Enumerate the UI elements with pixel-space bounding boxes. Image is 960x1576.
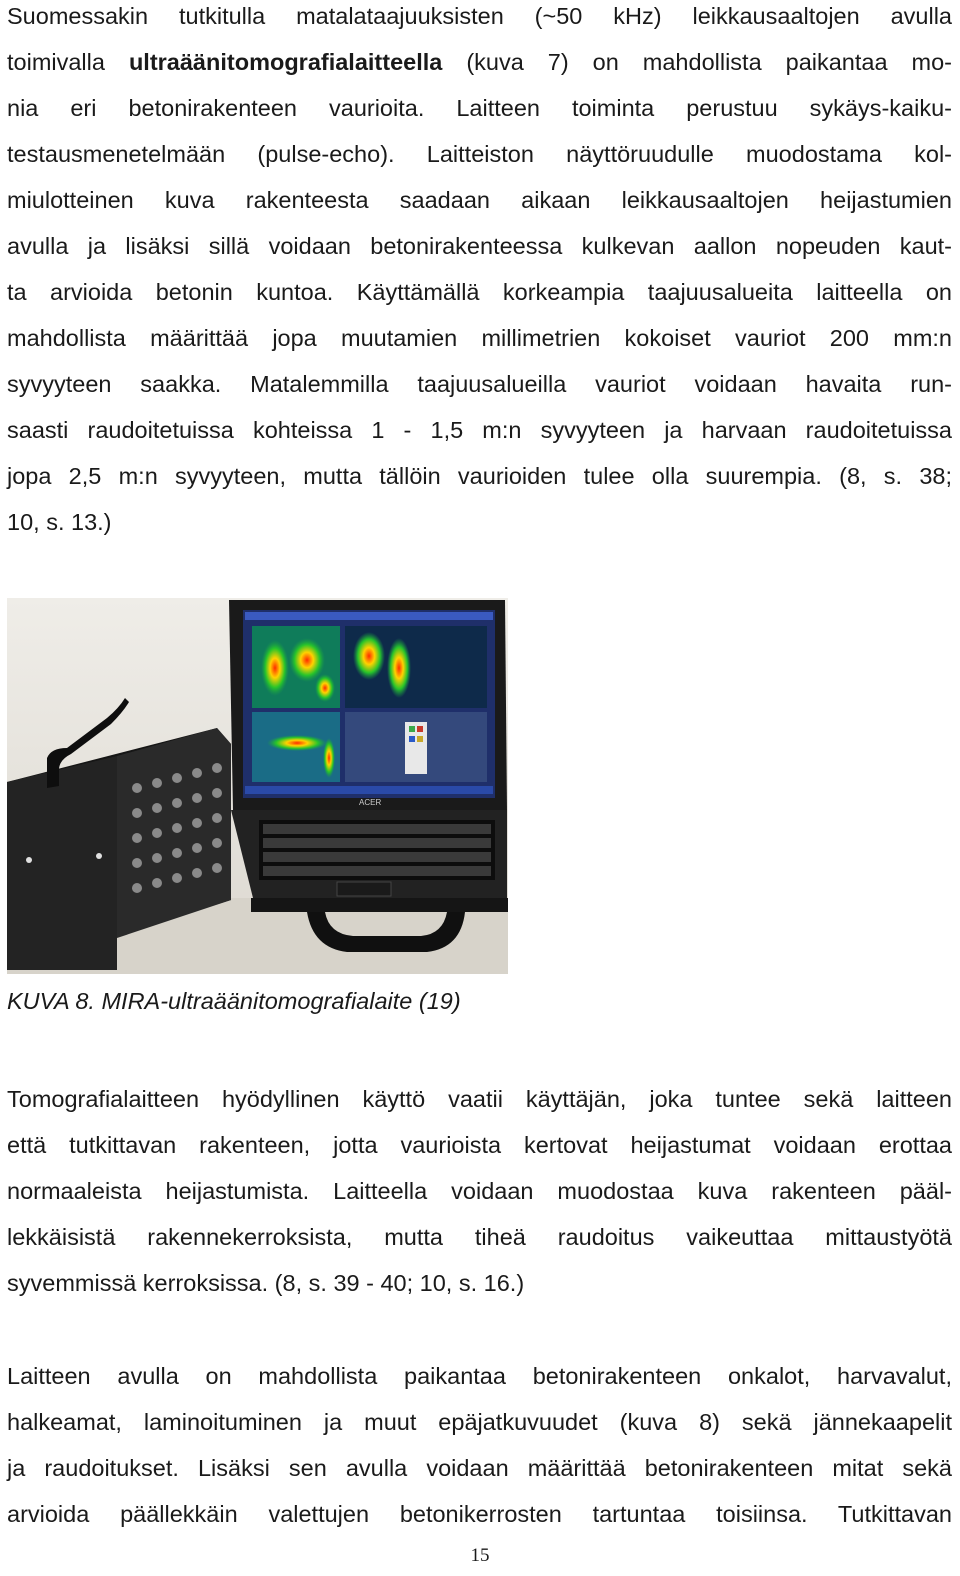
text-line: jopa 2,5 m:n syvyyteen, mutta tällöin vaurioiden tulee olla suurempia. (8, s. 38; [7,463,952,489]
text-line: 10, s. 13.) [7,509,112,535]
text-line: miulotteinen kuva rakenteesta saadaan aikaan leikkausaaltojen heijastumien [7,187,952,213]
text-line: syvemmissä kerroksissa. (8, s. 39 - 40; 10, s. 16.) [7,1270,525,1296]
text-line: saasti raudoitetuissa kohteissa 1 - 1,5 m:n syvyyteen ja harvaan raudoitetuissa [7,417,952,443]
paragraph-1 [7,0,952,545]
bold-term: ultraäänitomografialaitteella [128,49,443,75]
text-line: Tomografialaitteen hyödyllinen käyttö vaatii käyttäjän, joka tuntee sekä laitteen [7,1086,952,1112]
text-line: nia eri betonirakenteen vaurioita. Laitteen toiminta perustuu sykäys-kaiku- [7,95,952,121]
text-line: halkeamat, laminoituminen ja muut epäjatkuvuudet (kuva 8) sekä jännekaapelit [7,1409,952,1435]
text-line: että tutkittavan rakenteen, jotta vaurioista kertovat heijastumat voidaan erottaa [7,1132,952,1158]
text-line: testausmenetelmään (pulse-echo). Laitteiston näyttöruudulle muodostama kol- [7,141,952,167]
text-line: ja raudoitukset. Lisäksi sen avulla voidaan määrittää betonirakenteen mitat sekä [7,1455,952,1481]
text-line: arvioida päällekkäin valettujen betonikerrosten tartuntaa toisiinsa. Tutkittavan [7,1501,952,1527]
mira-device-photo [7,598,508,974]
text-line: lekkäisistä rakennekerroksista, mutta tiheä raudoitus vaikeuttaa mittaustyötä [7,1224,952,1250]
text-line: Suomessakin tutkitulla matalataajuuksisten (~50 kHz) leikkausaaltojen avulla [7,3,952,29]
text-line: toimivalla ultraäänitomografialaitteella (kuva 7) on mahdollista paikantaa mo- [7,49,952,75]
acer-logo: ACER [359,798,382,807]
paragraph-3 [7,1353,952,1537]
page-number: 15 [470,1545,490,1566]
laptop-screen [229,600,507,810]
text-line: avulla ja lisäksi sillä voidaan betonirakenteessa kulkevan aallon nopeuden kaut- [7,233,952,259]
paragraph-2 [7,1076,952,1306]
text-line: Laitteen avulla on mahdollista paikantaa betonirakenteen onkalot, harvavalut, [7,1363,952,1389]
figure-caption: KUVA 8. MIRA-ultraäänitomografialaite (19) [7,988,461,1014]
text-line: ta arvioida betonin kuntoa. Käyttämällä korkeampia taajuusalueita laitteella on [7,279,952,305]
text-line: syvyyteen saakka. Matalemmilla taajuusalueilla vauriot voidaan havaita run- [7,371,952,397]
text-line: normaaleista heijastumista. Laitteella voidaan muodostaa kuva rakenteen pääl- [7,1178,952,1204]
text-line: mahdollista määrittää jopa muutamien millimetrien kokoiset vauriot 200 mm:n [7,325,952,351]
